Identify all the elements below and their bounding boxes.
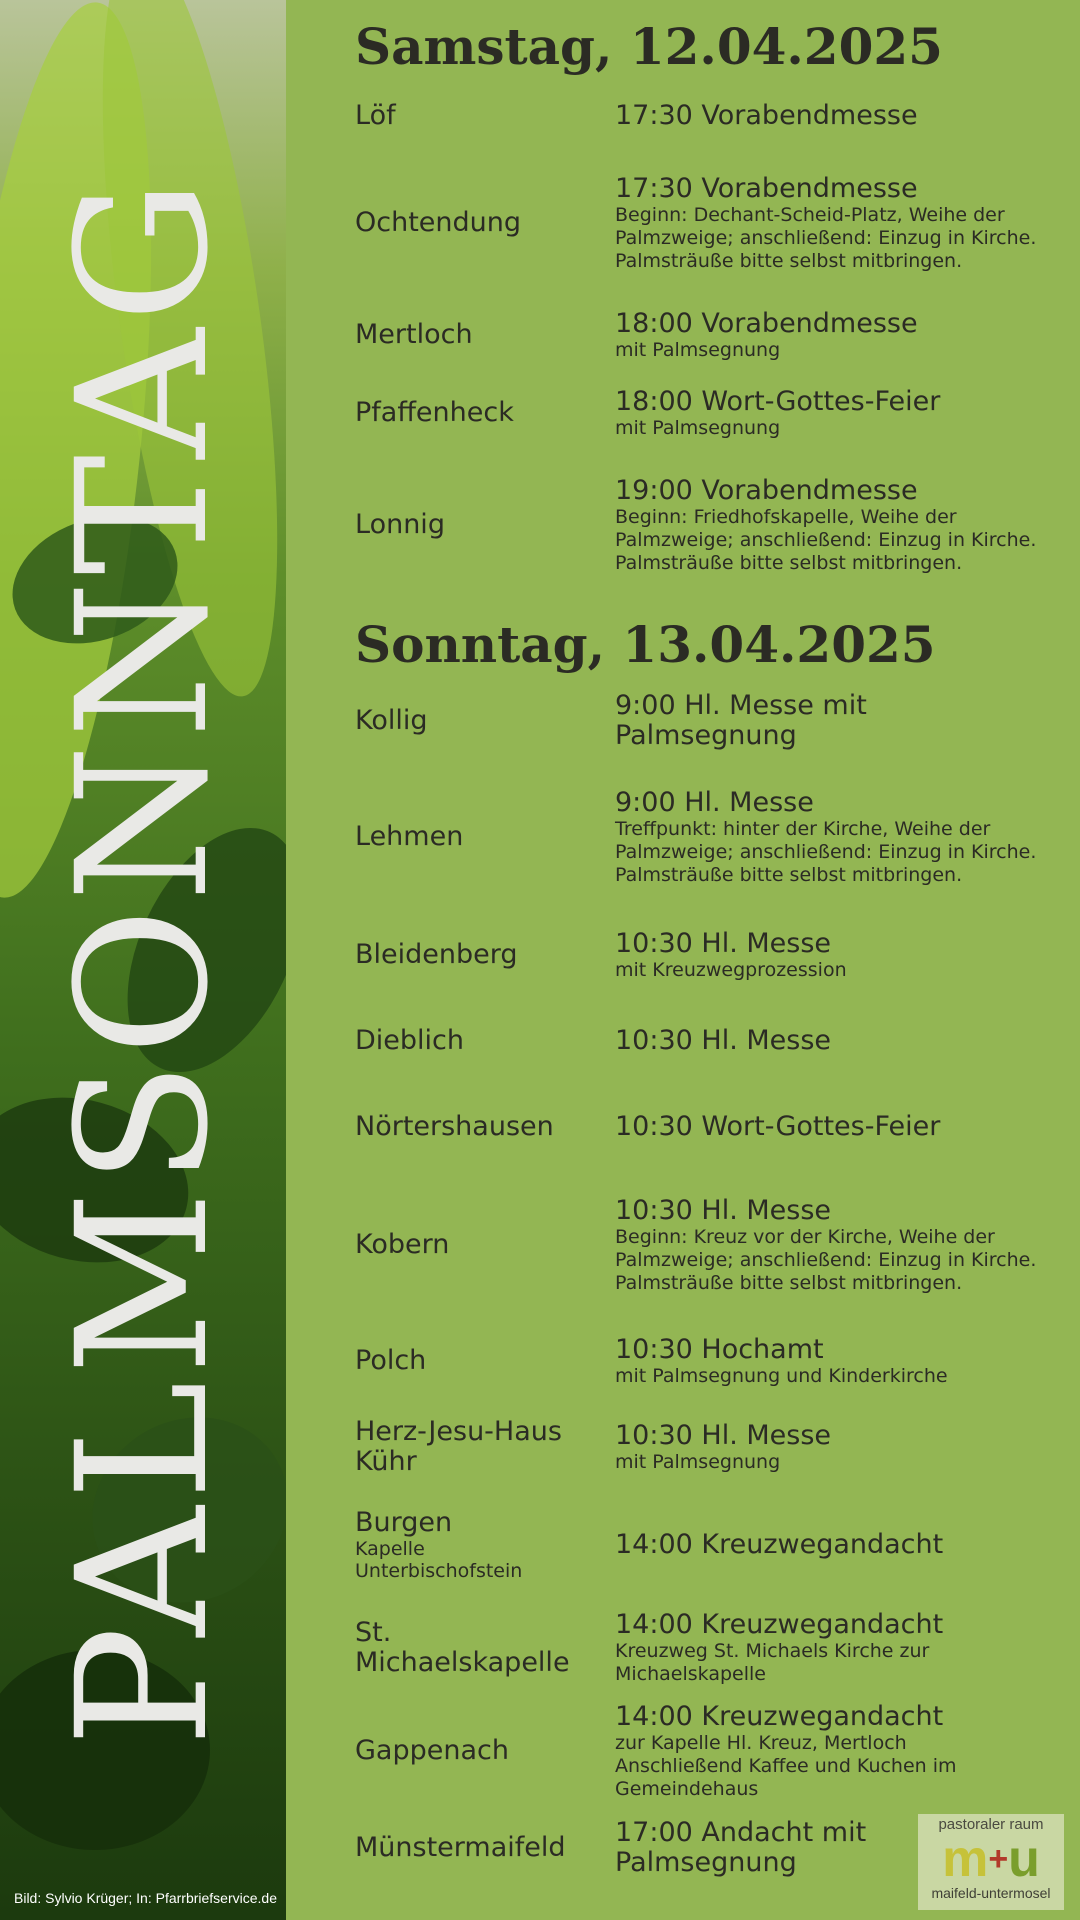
schedule-row	[355, 1402, 1055, 1492]
service-detail: mit Palmsegnung	[615, 338, 781, 361]
service-detail: Beginn: Kreuz vor der Kirche, Weihe der Palmzweige; anschließend: Einzug in Kirche.	[615, 1225, 1037, 1271]
place-name	[355, 1508, 615, 1582]
service-info	[615, 788, 1055, 887]
service-time: 19:00 Vorabendmesse	[615, 474, 918, 506]
place-name: Mertloch	[355, 319, 473, 350]
service-time: 10:30 Hl. Messe	[615, 927, 832, 959]
schedule-row	[355, 150, 1055, 296]
place-name: St. Michaelskapelle	[355, 1617, 570, 1678]
day-heading-sunday: Sonntag, 13.04.2025	[355, 615, 936, 674]
service-detail: Palmsträuße bitte selbst mitbringen.	[615, 863, 963, 886]
place-name: Dieblich	[355, 1025, 465, 1056]
logo-mark	[918, 1830, 1064, 1888]
place-name: Lehmen	[355, 821, 464, 852]
service-info	[615, 691, 915, 751]
background-photo	[0, 0, 286, 1920]
service-time: 14:00 Kreuzwegandacht	[615, 1700, 944, 1732]
schedule-row	[355, 912, 1055, 998]
service-info	[615, 1610, 1055, 1686]
logo-top-text: pastoraler raum	[938, 1816, 1044, 1833]
schedule-row	[355, 1492, 1055, 1598]
logo-m: m	[942, 1830, 989, 1888]
logo-bottom-text: maifeld-untermosel	[931, 1885, 1051, 1901]
place-name: Bleidenberg	[355, 939, 518, 970]
service-info	[615, 309, 1055, 362]
place-name: Polch	[355, 1345, 427, 1376]
service-info	[615, 1530, 1055, 1560]
service-info	[615, 101, 1055, 131]
service-info	[615, 1112, 1055, 1142]
schedule	[355, 12, 1055, 1892]
place-name: Gappenach	[355, 1735, 509, 1766]
service-detail: Palmsträuße bitte selbst mitbringen.	[615, 551, 963, 574]
service-info	[615, 1421, 1055, 1474]
service-time: 9:00 Hl. Messe	[615, 786, 814, 818]
place-name: Kollig	[355, 705, 428, 736]
service-info	[615, 1196, 1055, 1295]
service-time: 18:00 Wort-Gottes-Feier	[615, 385, 941, 417]
schedule-row	[355, 1320, 1055, 1402]
schedule-row	[355, 998, 1055, 1084]
service-detail: Treffpunkt: hinter der Kirche, Weihe der Palmzweige; anschließend: Einzug in Kirche.	[615, 817, 1037, 863]
service-info	[615, 1335, 1055, 1388]
service-time: 10:30 Wort-Gottes-Feier	[615, 1111, 941, 1142]
service-time: 14:00 Kreuzwegandacht	[615, 1529, 944, 1560]
place-name: Pfaffenheck	[355, 397, 514, 428]
service-time: 10:30 Hochamt	[615, 1333, 824, 1365]
service-detail: Palmsträuße bitte selbst mitbringen.	[615, 249, 963, 272]
logo-plus: +	[988, 1840, 1009, 1878]
schedule-row	[355, 452, 1055, 598]
service-detail: mit Kreuzwegprozession	[615, 958, 847, 981]
service-detail: zur Kapelle Hl. Kreuz, Mertloch	[615, 1731, 907, 1754]
place-main: Burgen	[355, 1507, 453, 1538]
place-name: Nörtershausen	[355, 1111, 554, 1142]
service-time: 14:00 Kreuzwegandacht	[615, 1609, 944, 1640]
service-info	[615, 929, 1055, 982]
photo-credit: Bild: Sylvio Krüger; In: Pfarrbriefservice.de	[14, 1890, 277, 1906]
place-name: Kobern	[355, 1229, 450, 1260]
service-info	[615, 1702, 1055, 1801]
service-info	[615, 387, 1055, 440]
schedule-row	[355, 1598, 1055, 1698]
service-time: 17:30 Vorabendmesse	[615, 100, 918, 131]
service-time: 9:00 Hl. Messe mit Palmsegnung	[615, 690, 867, 751]
service-time: 10:30 Hl. Messe	[615, 1419, 832, 1451]
service-time: 17:30 Vorabendmesse	[615, 172, 918, 204]
schedule-row	[355, 762, 1055, 912]
vertical-title: PALMSONNTAG	[38, 172, 248, 1748]
service-detail: Anschließend Kaffee und Kuchen im Gemeindehaus	[615, 1754, 957, 1800]
schedule-row	[355, 680, 1055, 762]
service-info	[615, 1818, 905, 1878]
service-detail: mit Palmsegnung und Kinderkirche	[615, 1364, 948, 1387]
service-detail: Palmsträuße bitte selbst mitbringen.	[615, 1271, 963, 1294]
pastoral-logo	[918, 1814, 1064, 1910]
service-info	[615, 174, 1055, 273]
service-info	[615, 476, 1055, 575]
service-detail: Kreuzweg St. Michaels Kirche zur Michaelskapelle	[615, 1640, 930, 1685]
schedule-row	[355, 1170, 1055, 1320]
service-detail: Beginn: Dechant-Scheid-Platz, Weihe der Palmzweige; anschließend: Einzug in Kirche.	[615, 203, 1037, 249]
service-time: 10:30 Hl. Messe	[615, 1194, 832, 1226]
place-name: Lonnig	[355, 509, 445, 540]
place-name: Löf	[355, 100, 396, 131]
service-detail: Beginn: Friedhofskapelle, Weihe der Palmzweige; anschließend: Einzug in Kirche.	[615, 505, 1037, 551]
service-time: 10:30 Hl. Messe	[615, 1025, 832, 1056]
schedule-row	[355, 296, 1055, 374]
service-time: 17:00 Andacht mit Palmsegnung	[615, 1817, 867, 1878]
schedule-row	[355, 1084, 1055, 1170]
day-heading-saturday: Samstag, 12.04.2025	[355, 17, 943, 76]
place-name: Herz-Jesu-Haus Kühr	[355, 1416, 562, 1477]
logo-u: u	[1008, 1830, 1040, 1888]
schedule-row	[355, 1698, 1055, 1804]
service-detail: mit Palmsegnung	[615, 1450, 781, 1473]
service-time: 18:00 Vorabendmesse	[615, 307, 918, 339]
place-sub: Kapelle Unterbischofstein	[355, 1538, 523, 1582]
service-info	[615, 1026, 1055, 1056]
place-name: Ochtendung	[355, 207, 522, 238]
place-name: Münstermaifeld	[355, 1832, 566, 1863]
schedule-row	[355, 374, 1055, 452]
service-detail: mit Palmsegnung	[615, 416, 781, 439]
schedule-row	[355, 82, 1055, 150]
